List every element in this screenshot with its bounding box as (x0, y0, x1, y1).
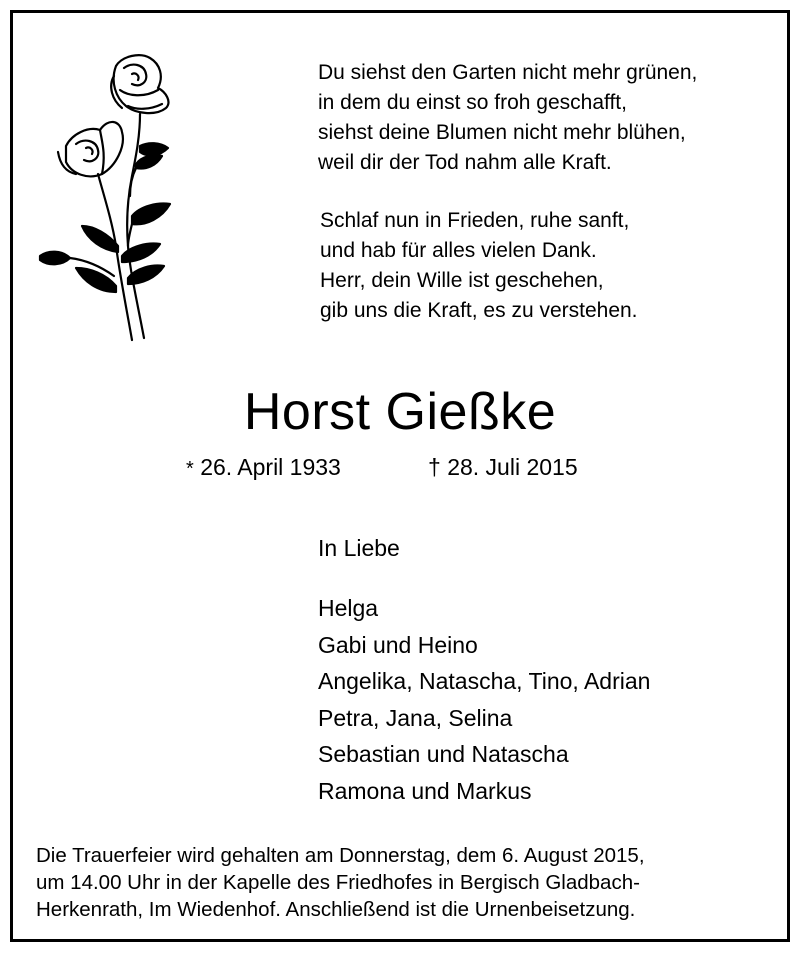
birth-date-line (186, 452, 341, 484)
funeral-line: um 14.00 Uhr in der Kapelle des Friedhofes in Bergisch Gladbach- (36, 871, 640, 894)
poem-stanza-2 (320, 206, 638, 326)
poem-stanza-1 (318, 58, 697, 178)
poem-line: Du siehst den Garten nicht mehr grünen, (318, 61, 698, 84)
mourner-name: Angelika, Natascha, Tino, Adrian (318, 668, 651, 694)
poem-line: weil dir der Tod nahm alle Kraft. (318, 151, 612, 174)
mourner-name: Sebastian und Natascha (318, 741, 569, 767)
death-date: 28. Juli 2015 (447, 454, 578, 480)
mourner-name: Ramona und Markus (318, 777, 532, 804)
funeral-line: Herkenrath, Im Wiedenhof. Anschließend ist die Urnenbeisetzung. (36, 898, 636, 921)
poem-line: in dem du einst so froh geschafft, (318, 91, 627, 114)
deceased-name: Horst Gießke (243, 383, 557, 441)
funeral-line: Die Trauerfeier wird gehalten am Donnerstag, dem 6. August 2015, (36, 844, 645, 867)
poem-line: und hab für alles vielen Dank. (320, 239, 597, 262)
rose-icon (36, 46, 186, 346)
birth-star-icon: * (186, 458, 194, 480)
mourners-intro: In Liebe (318, 535, 400, 561)
funeral-notice (36, 842, 645, 923)
birth-date: 26. April 1933 (200, 454, 341, 480)
poem-line: siehst deine Blumen nicht mehr blühen, (318, 121, 686, 144)
mourner-name: Petra, Jana, Selina (318, 704, 513, 731)
mourners-list (318, 590, 650, 809)
poem-line: Herr, dein Wille ist geschehen, (320, 269, 604, 292)
death-date-line (428, 452, 578, 482)
death-cross-icon: † (428, 454, 441, 480)
mourner-name: Gabi und Heino (318, 631, 478, 658)
mourner-name: Helga (318, 595, 379, 621)
poem-line: gib uns die Kraft, es zu verstehen. (320, 299, 638, 322)
poem-line: Schlaf nun in Frieden, ruhe sanft, (320, 209, 630, 232)
